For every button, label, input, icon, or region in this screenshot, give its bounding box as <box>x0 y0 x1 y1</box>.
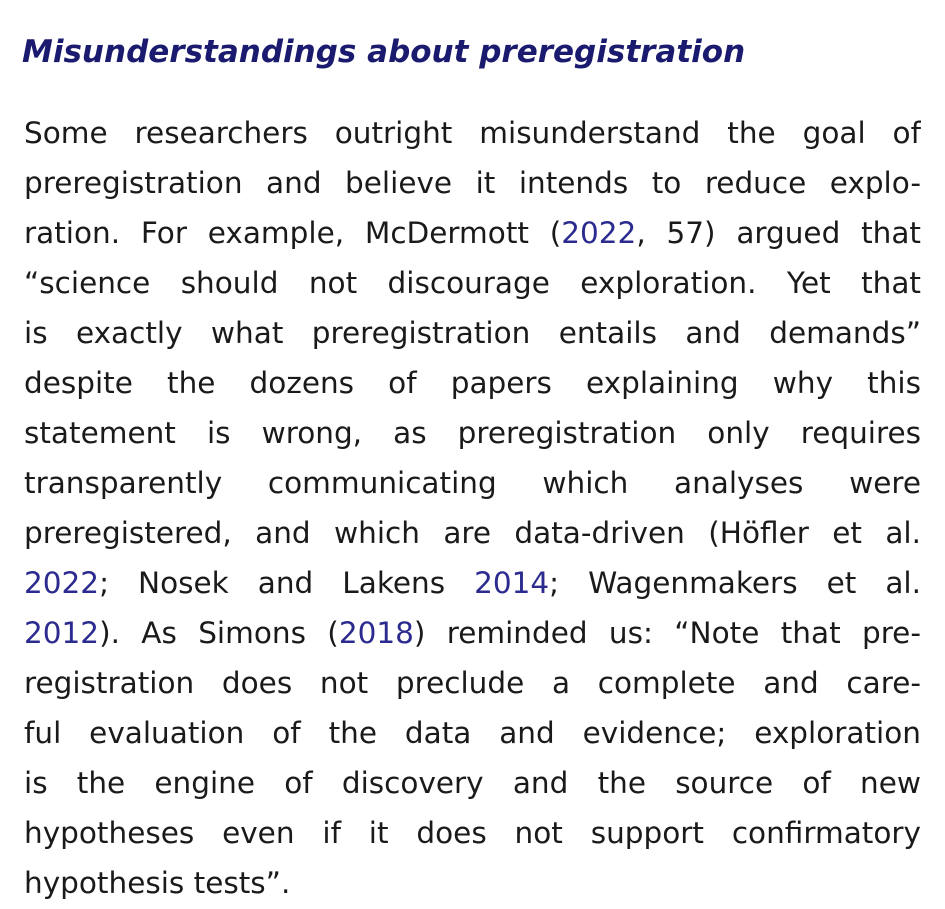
paragraph-text: Some researchers outright misunderstand the goal of <box>24 116 921 150</box>
paragraph-line <box>24 708 921 758</box>
paragraph-line <box>24 808 921 858</box>
paragraph-line <box>24 308 921 358</box>
paragraph-line <box>24 408 921 458</box>
citation-year-link[interactable]: 2022 <box>561 216 637 250</box>
citation-year-link[interactable]: 2022 <box>24 566 100 600</box>
paragraph-text: preregistration and believe it intends to reduce explo- <box>24 166 921 200</box>
citation-year-link[interactable]: 2014 <box>474 566 550 600</box>
paragraph-line <box>24 508 921 558</box>
paragraph-line <box>24 108 921 158</box>
paragraph-text: is the engine of discovery and the source of new <box>24 766 921 800</box>
paragraph-text: “science should not discourage exploration. Yet that <box>24 266 921 300</box>
paragraph-line <box>24 758 921 808</box>
citation-year-link[interactable]: 2018 <box>338 616 414 650</box>
paragraph-line <box>24 608 921 658</box>
paragraph-text: ful evaluation of the data and evidence; exploration <box>24 716 921 750</box>
paragraph-line <box>24 558 921 608</box>
body-paragraph <box>24 108 921 908</box>
paragraph-text: ; Nosek and Lakens <box>99 566 475 600</box>
paragraph-text: statement is wrong, as preregistration only requires <box>24 416 921 450</box>
paragraph-text: hypothesis tests”. <box>24 866 291 900</box>
paragraph-line <box>24 258 921 308</box>
paragraph-text: , 57) argued that <box>636 216 921 250</box>
paragraph-text: ) reminded us: “Note that pre- <box>413 616 921 650</box>
paragraph-text: transparently communicating which analyses were <box>24 466 921 500</box>
paragraph-line <box>24 158 921 208</box>
paragraph-text: registration does not preclude a complete and care- <box>24 666 921 700</box>
paragraph-text: preregistered, and which are data-driven (Höfler et al. <box>24 516 921 550</box>
paragraph-text: ; Wagenmakers et al. <box>549 566 921 600</box>
paragraph-line <box>24 208 921 258</box>
paragraph-line <box>24 458 921 508</box>
paragraph-line <box>24 358 921 408</box>
paragraph-text: ration. For example, McDermott ( <box>24 216 562 250</box>
paragraph-line <box>24 658 921 708</box>
citation-year-link[interactable]: 2012 <box>24 616 100 650</box>
paragraph-text: despite the dozens of papers explaining why this <box>24 366 921 400</box>
paragraph-text: hypotheses even if it does not support confirmatory <box>24 816 921 850</box>
paragraph-line <box>24 858 921 908</box>
paragraph-text: ). As Simons ( <box>99 616 339 650</box>
section-heading: Misunderstandings about preregistration <box>22 34 746 70</box>
paragraph-text: is exactly what preregistration entails and demands” <box>24 316 921 350</box>
